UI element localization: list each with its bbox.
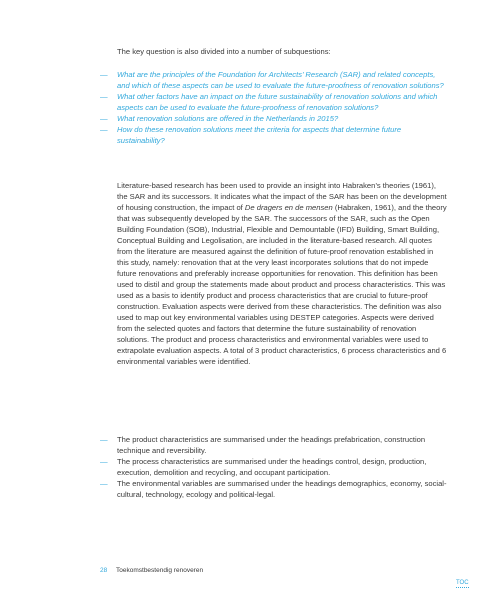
characteristic-text: The product characteristics are summarised under the headings prefabrication, construction technique and reversibility. xyxy=(117,435,426,455)
list-item xyxy=(100,124,450,146)
book-title: De dragers en de mensen xyxy=(244,203,333,212)
body-text-part-2: (Habraken, 1961), and the theory that was subsequently developed by the SAR. The successors of the SAR, such as the Open Building Foundation (SOB), Industrial, Flexible and Demountable (IFD) Building, Smart Building, Conceptual Building and Legolisation, are included in the literature-based research. All quotes from the literature are measured against the definition of future-proof renovation established in this study, namely: renovation that at the very least incorporates solutions that do not impede future renovations and preferably increase opportunities for renovation. This definition has been used to distil and group the statements made about product and process characteristics. This was used as a basis to identify product and process characteristics that are crucial to future-proof construction. Evaluation aspects were derived from these characteristics. The definition was also used to map out key environmental variables using DESTEP categories. Aspects were derived from the selected quotes and factors that determine the future sustainability of renovation solutions. The product and process characteristics and environmental variables were used to extrapolate evaluation aspects. A total of 3 product characteristics, 6 process characteristics and 6 environmental variables were identified. xyxy=(117,203,447,366)
dash-bullet: — xyxy=(100,114,108,123)
characteristic-text: The environmental variables are summarised under the headings demographics, economy, social-cultural, technology, ecology and political-legal. xyxy=(117,479,447,499)
dash-bullet: — xyxy=(100,125,108,134)
subquestion-text: What are the principles of the Foundation for Architects’ Research (SAR) and related concepts, and which of these aspects can be used to evaluate the future-proofness of renovation solutions? xyxy=(117,70,444,90)
subquestion-list xyxy=(100,69,450,146)
dash-bullet: — xyxy=(100,435,108,444)
subquestion-text: How do these renovation solutions meet the criteria for aspects that determine future sustainability? xyxy=(117,125,402,145)
list-item xyxy=(100,69,450,91)
list-item xyxy=(100,434,450,456)
body-paragraph xyxy=(117,180,447,367)
subquestion-text: What renovation solutions are offered in the Netherlands in 2015? xyxy=(117,114,339,123)
dash-bullet: — xyxy=(100,479,108,488)
dash-bullet: — xyxy=(100,70,108,79)
dash-bullet: — xyxy=(100,92,108,101)
list-item xyxy=(100,91,450,113)
subquestion-text: What other factors have an impact on the future sustainability of renovation solutions and which aspects can be used to evaluate the future-proofness of renovation solutions? xyxy=(117,92,438,112)
running-title: Toekomstbestendig renoveren xyxy=(116,567,204,574)
characteristics-list xyxy=(100,434,450,500)
dash-bullet: — xyxy=(100,457,108,466)
list-item xyxy=(100,478,450,500)
toc-link[interactable]: TOC xyxy=(456,580,469,586)
list-item xyxy=(100,456,450,478)
characteristic-text: The process characteristics are summarised under the headings control, design, production, execution, demolition and recycling, and occupant participation. xyxy=(117,457,427,477)
body-text-part-1: Literature-based research has been used to provide an insight into Habraken’s theories (1961), the SAR and its successors. It indicates what the impact of the SAR has been on the development of housing construction, the impact of xyxy=(117,181,447,212)
page-number: 28 xyxy=(100,567,108,574)
intro-paragraph: The key question is also divided into a number of subquestions: xyxy=(117,47,331,56)
list-item xyxy=(100,113,450,124)
